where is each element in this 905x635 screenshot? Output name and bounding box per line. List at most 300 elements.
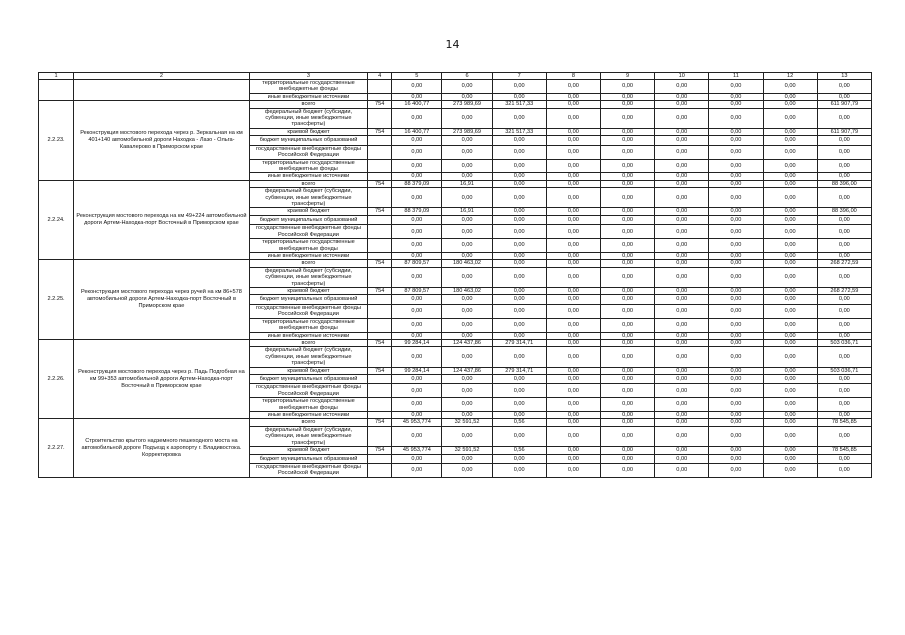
value-cell: 16 400,77 [392,128,442,135]
value-cell: 0,00 [492,454,546,464]
value-cell: 124 437,86 [442,367,492,374]
value-cell: 0,00 [655,304,709,318]
value-cell: 0,00 [546,215,600,225]
value-cell: 0,00 [709,339,763,346]
value-cell: 0,00 [546,267,600,287]
value-cell: 0,00 [442,215,492,225]
item-name-cell: Реконструкция мостового перехода через ручей на км 86+578 автомобильной дороги Артем-Находка-порт Восточный в Приморском крае [74,260,250,340]
value-cell: 0,00 [546,252,600,259]
value-cell: 0,00 [442,173,492,180]
value-cell: 0,00 [709,374,763,384]
value-cell: 0,00 [492,287,546,294]
funding-source-cell: краевой бюджет [249,447,367,454]
value-cell: 0,00 [709,225,763,239]
funding-source-cell: государственные внебюджетные фонды Российской Федерации [249,225,367,239]
value-cell: 0,00 [546,332,600,339]
value-cell: 0,00 [546,318,600,332]
value-cell: 0,00 [763,447,817,454]
table-row [39,260,872,267]
value-cell: 0,00 [492,412,546,419]
value-cell: 0,00 [763,464,817,478]
value-cell: 0,00 [655,188,709,208]
value-cell: 0,00 [442,93,492,100]
value-cell: 0,00 [817,412,871,419]
value-cell: 0,00 [763,180,817,187]
value-cell: 0,00 [600,332,654,339]
value-cell: 0,00 [709,215,763,225]
value-cell: 88 379,09 [392,208,442,215]
value-cell: 0,00 [392,136,442,146]
code-cell [368,188,392,208]
value-cell: 279 314,71 [492,367,546,374]
value-cell: 0,00 [709,454,763,464]
value-cell: 0,00 [492,145,546,159]
value-cell: 88 379,09 [392,180,442,187]
value-cell: 0,00 [655,180,709,187]
funding-source-cell: государственные внебюджетные фонды Российской Федерации [249,304,367,318]
column-header: 7 [492,73,546,80]
value-cell: 0,00 [492,239,546,253]
funding-source-cell: иные внебюджетные источники [249,93,367,100]
value-cell: 0,00 [546,347,600,367]
code-cell [368,93,392,100]
value-cell: 0,00 [817,332,871,339]
column-header: 10 [655,73,709,80]
value-cell: 0,00 [655,145,709,159]
value-cell: 0,00 [763,374,817,384]
value-cell: 0,00 [546,304,600,318]
value-cell: 0,00 [546,80,600,94]
funding-source-cell: иные внебюджетные источники [249,173,367,180]
code-cell [368,318,392,332]
funding-source-cell: федеральный бюджет (субсидии, субвенции, иные межбюджетные трансферты) [249,108,367,128]
funding-source-cell: краевой бюджет [249,128,367,135]
value-cell: 0,00 [492,374,546,384]
funding-source-cell: федеральный бюджет (субсидии, субвенции, иные межбюджетные трансферты) [249,426,367,446]
value-cell: 0,00 [763,426,817,446]
value-cell: 0,00 [442,332,492,339]
value-cell: 16,91 [442,180,492,187]
value-cell: 0,00 [600,145,654,159]
value-cell: 0,00 [655,239,709,253]
value-cell: 0,00 [546,374,600,384]
value-cell: 0,00 [546,295,600,305]
value-cell: 0,00 [600,367,654,374]
funding-source-cell: территориальные государственные внебюджетные фонды [249,318,367,332]
value-cell: 0,00 [442,374,492,384]
value-cell: 0,00 [600,412,654,419]
funding-source-cell: иные внебюджетные источники [249,252,367,259]
value-cell: 321 517,33 [492,128,546,135]
value-cell: 0,00 [655,454,709,464]
value-cell: 0,00 [442,188,492,208]
code-cell [368,412,392,419]
funding-source-cell: территориальные государственные внебюджетные фонды [249,80,367,94]
funding-source-cell: всего [249,260,367,267]
code-cell [368,215,392,225]
value-cell: 0,00 [709,188,763,208]
value-cell: 0,00 [817,80,871,94]
value-cell: 0,00 [392,108,442,128]
value-cell: 0,00 [763,208,817,215]
funding-source-cell: всего [249,339,367,346]
value-cell: 0,00 [442,136,492,146]
value-cell: 0,00 [546,260,600,267]
value-cell: 0,00 [817,318,871,332]
value-cell: 0,00 [392,173,442,180]
column-header: 1 [39,73,74,80]
code-cell [368,295,392,305]
value-cell: 268 272,59 [817,287,871,294]
code-cell [368,398,392,412]
value-cell: 99 284,14 [392,339,442,346]
code-cell: 754 [368,208,392,215]
funding-source-cell: федеральный бюджет (субсидии, субвенции, иные межбюджетные трансферты) [249,267,367,287]
value-cell: 0,00 [655,93,709,100]
item-number-cell: 2.2.26. [39,339,74,419]
value-cell: 0,00 [600,260,654,267]
value-cell: 0,00 [763,332,817,339]
value-cell: 0,00 [709,208,763,215]
funding-source-cell: краевой бюджет [249,367,367,374]
column-header: 11 [709,73,763,80]
value-cell: 0,00 [600,101,654,108]
value-cell: 0,00 [763,159,817,173]
value-cell: 0,00 [392,188,442,208]
value-cell: 0,00 [817,304,871,318]
value-cell: 0,00 [600,374,654,384]
value-cell: 180 463,02 [442,287,492,294]
value-cell: 0,00 [655,136,709,146]
funding-source-cell: государственные внебюджетные фонды Российской Федерации [249,464,367,478]
value-cell: 0,00 [442,252,492,259]
value-cell: 0,00 [763,384,817,398]
value-cell: 0,00 [655,318,709,332]
value-cell: 0,00 [600,180,654,187]
value-cell: 16,91 [442,208,492,215]
value-cell: 0,00 [763,145,817,159]
value-cell: 0,00 [655,108,709,128]
column-header: 12 [763,73,817,80]
value-cell: 0,00 [763,398,817,412]
value-cell: 99 284,14 [392,367,442,374]
value-cell: 0,00 [600,398,654,412]
value-cell: 0,00 [600,287,654,294]
value-cell: 0,00 [709,260,763,267]
value-cell: 0,00 [492,267,546,287]
value-cell: 45 953,774 [392,419,442,426]
value-cell: 0,00 [817,136,871,146]
value-cell: 0,00 [709,267,763,287]
value-cell: 0,00 [655,208,709,215]
value-cell: 0,00 [817,398,871,412]
value-cell: 0,00 [763,108,817,128]
value-cell: 0,00 [442,225,492,239]
value-cell: 0,00 [546,173,600,180]
value-cell: 0,00 [546,339,600,346]
item-name-cell [74,80,250,101]
funding-source-cell: государственные внебюджетные фонды Российской Федерации [249,145,367,159]
value-cell: 0,00 [392,374,442,384]
funding-source-cell: иные внебюджетные источники [249,412,367,419]
value-cell: 78 545,85 [817,447,871,454]
value-cell: 78 545,85 [817,419,871,426]
value-cell: 0,00 [392,398,442,412]
funding-source-cell: краевой бюджет [249,287,367,294]
item-number-cell: 2.2.24. [39,180,74,260]
value-cell: 0,00 [600,225,654,239]
value-cell: 0,00 [655,159,709,173]
value-cell: 0,00 [492,398,546,412]
value-cell: 0,00 [392,332,442,339]
value-cell: 0,00 [817,145,871,159]
code-cell [368,108,392,128]
value-cell: 0,00 [392,412,442,419]
value-cell: 0,00 [442,454,492,464]
value-cell: 0,00 [492,136,546,146]
value-cell: 0,00 [600,128,654,135]
table-row [39,80,872,94]
value-cell: 0,00 [817,384,871,398]
code-cell [368,332,392,339]
value-cell: 0,00 [546,225,600,239]
value-cell: 0,00 [817,347,871,367]
value-cell: 503 036,71 [817,367,871,374]
funding-source-cell: территориальные государственные внебюджетные фонды [249,239,367,253]
value-cell: 0,00 [492,108,546,128]
value-cell: 0,00 [763,239,817,253]
value-cell: 0,00 [600,426,654,446]
column-header: 6 [442,73,492,80]
code-cell: 754 [368,367,392,374]
funding-source-cell: бюджет муниципальных образований [249,454,367,464]
code-cell: 754 [368,419,392,426]
funding-source-cell: федеральный бюджет (субсидии, субвенции, иные межбюджетные трансферты) [249,347,367,367]
value-cell: 0,00 [655,332,709,339]
value-cell: 0,00 [600,239,654,253]
value-cell: 0,00 [600,208,654,215]
funding-source-cell: федеральный бюджет (субсидии, субвенции, иные межбюджетные трансферты) [249,188,367,208]
value-cell: 0,00 [655,367,709,374]
value-cell: 0,00 [655,260,709,267]
funding-source-cell: государственные внебюджетные фонды Российской Федерации [249,384,367,398]
value-cell: 0,00 [709,367,763,374]
value-cell: 0,00 [655,80,709,94]
value-cell: 0,00 [817,93,871,100]
value-cell: 0,00 [709,239,763,253]
value-cell: 0,00 [709,419,763,426]
value-cell: 0,00 [600,136,654,146]
code-cell: 754 [368,101,392,108]
value-cell: 0,00 [492,304,546,318]
value-cell: 0,00 [709,108,763,128]
column-header: 13 [817,73,871,80]
value-cell: 0,00 [655,267,709,287]
value-cell: 0,00 [392,80,442,94]
value-cell: 0,00 [442,145,492,159]
column-header: 9 [600,73,654,80]
value-cell: 0,00 [709,295,763,305]
value-cell: 0,00 [492,93,546,100]
value-cell: 0,00 [709,159,763,173]
value-cell: 0,00 [763,188,817,208]
value-cell: 0,00 [763,339,817,346]
value-cell: 0,00 [817,225,871,239]
value-cell: 0,00 [709,347,763,367]
value-cell: 180 463,02 [442,260,492,267]
value-cell: 0,00 [492,188,546,208]
value-cell: 0,00 [655,225,709,239]
value-cell: 0,00 [655,173,709,180]
value-cell: 0,00 [817,159,871,173]
value-cell: 0,00 [817,374,871,384]
value-cell: 16 400,77 [392,101,442,108]
value-cell: 0,00 [763,260,817,267]
value-cell: 0,00 [655,215,709,225]
value-cell: 0,00 [492,347,546,367]
value-cell: 0,00 [655,347,709,367]
value-cell: 0,00 [392,454,442,464]
value-cell: 0,00 [655,447,709,454]
value-cell: 0,00 [709,412,763,419]
value-cell: 0,00 [763,252,817,259]
code-cell: 754 [368,180,392,187]
code-cell [368,239,392,253]
value-cell: 0,00 [817,108,871,128]
value-cell: 0,00 [600,384,654,398]
value-cell: 0,00 [442,80,492,94]
value-cell: 0,00 [442,398,492,412]
code-cell [368,304,392,318]
value-cell: 0,00 [546,136,600,146]
value-cell: 0,00 [763,215,817,225]
value-cell: 0,00 [655,374,709,384]
value-cell: 0,00 [546,464,600,478]
budget-table [38,72,872,478]
value-cell: 0,00 [600,108,654,128]
code-cell: 754 [368,287,392,294]
value-cell: 0,00 [546,208,600,215]
value-cell: 0,00 [709,398,763,412]
code-cell [368,267,392,287]
value-cell: 0,00 [600,339,654,346]
value-cell: 0,00 [763,304,817,318]
value-cell: 0,00 [600,267,654,287]
value-cell: 0,00 [655,295,709,305]
table-row [39,180,872,187]
value-cell: 0,00 [763,295,817,305]
value-cell: 0,00 [709,136,763,146]
column-header: 3 [249,73,367,80]
value-cell: 0,00 [763,80,817,94]
value-cell: 0,00 [600,347,654,367]
value-cell: 0,00 [442,318,492,332]
value-cell: 0,00 [817,464,871,478]
funding-source-cell: бюджет муниципальных образований [249,295,367,305]
code-cell [368,252,392,259]
table-row [39,339,872,346]
column-header: 5 [392,73,442,80]
value-cell: 0,00 [546,447,600,454]
code-cell [368,145,392,159]
value-cell: 0,00 [546,287,600,294]
value-cell: 0,00 [655,384,709,398]
value-cell: 611 907,79 [817,128,871,135]
value-cell: 0,00 [600,464,654,478]
value-cell: 0,00 [709,101,763,108]
code-cell [368,80,392,94]
item-name-cell: Реконструкция мостового перехода через р. Зеркальная на км 401+140 автомобильной дороги Находка - Лазо - Ольга- Кавалерово в Приморском крае [74,101,250,181]
item-name-cell: Реконструкция мостового перехода через р. Падь Подгобная на км 99+353 автомобильной дороги Артем-Находка-порт Восточный в Приморском крае [74,339,250,419]
value-cell: 0,00 [546,101,600,108]
value-cell: 0,00 [546,93,600,100]
value-cell: 0,00 [655,412,709,419]
item-name-cell: Реконструкция мостового перехода на км 49+224 автомобильной дороги Артем-Находка-порт Восточный в Приморском крае [74,180,250,260]
code-cell [368,384,392,398]
value-cell: 0,00 [392,145,442,159]
value-cell: 0,00 [709,384,763,398]
value-cell: 88 396,00 [817,208,871,215]
value-cell: 0,00 [763,454,817,464]
code-cell [368,159,392,173]
value-cell: 0,00 [492,318,546,332]
funding-source-cell: бюджет муниципальных образований [249,215,367,225]
value-cell: 0,00 [600,304,654,318]
value-cell: 0,00 [546,367,600,374]
table-row [39,419,872,426]
value-cell: 87 809,57 [392,260,442,267]
value-cell: 0,00 [763,347,817,367]
value-cell: 0,00 [763,136,817,146]
value-cell: 0,00 [392,295,442,305]
code-cell [368,426,392,446]
value-cell: 0,00 [392,159,442,173]
value-cell: 0,00 [492,180,546,187]
value-cell: 0,00 [392,384,442,398]
funding-source-cell: всего [249,101,367,108]
value-cell: 0,00 [763,412,817,419]
column-header: 8 [546,73,600,80]
value-cell: 0,00 [709,332,763,339]
value-cell: 0,00 [817,295,871,305]
value-cell: 0,00 [492,80,546,94]
value-cell: 32 591,52 [442,447,492,454]
value-cell: 0,00 [600,215,654,225]
item-number-cell: 2.2.25. [39,260,74,340]
code-cell: 754 [368,128,392,135]
value-cell: 0,00 [392,239,442,253]
value-cell: 0,00 [442,239,492,253]
funding-source-cell: всего [249,180,367,187]
value-cell: 0,00 [817,454,871,464]
value-cell: 0,00 [442,159,492,173]
value-cell: 0,00 [546,398,600,412]
value-cell: 0,00 [600,159,654,173]
value-cell: 0,00 [492,332,546,339]
value-cell: 0,00 [600,173,654,180]
value-cell: 0,00 [709,93,763,100]
value-cell: 0,00 [600,93,654,100]
table-header-row [39,73,872,80]
value-cell: 0,00 [655,426,709,446]
value-cell: 0,00 [600,454,654,464]
item-number-cell: 2.2.27. [39,419,74,477]
value-cell: 0,00 [600,188,654,208]
value-cell: 0,00 [392,464,442,478]
value-cell: 0,56 [492,419,546,426]
value-cell: 0,00 [763,367,817,374]
value-cell: 0,00 [709,287,763,294]
